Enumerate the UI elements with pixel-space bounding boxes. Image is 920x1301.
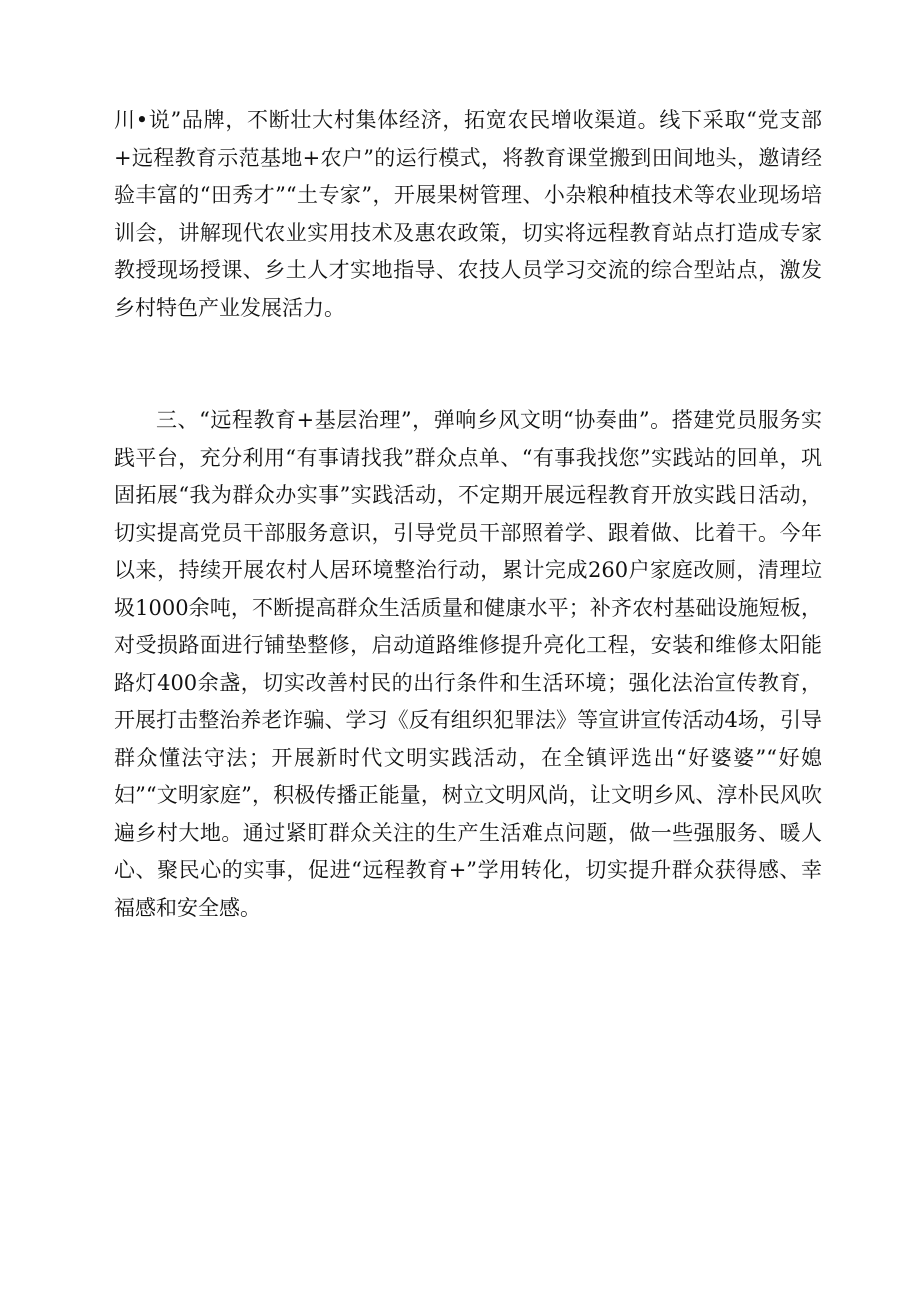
paragraph-section-three: 三、“远程教育+基层治理”，弹响乡风文明“协奏曲”。搭建党员服务实践平台，充分利用“有事请找我”群众点单、“有事我找您”实践站的回单，巩固拓展“我为群众办实事”实践活动，不定期开展远程教育开放实践日活动，切实提高党员干部服务意识，引导党员干部照着学、跟着做、比着干。今年以来，持续开展农村人居环境整治行动，累计完成260户家庭改厕，清理垃圾1000余吨，不断提高群众生活质量和健康水平；补齐农村基础设施短板，对受损路面进行铺垫整修，启动道路维修提升亮化工程，安装和维修太阳能路灯400余盏，切实改善村民的出行条件和生活环境；强化法治宣传教育，开展打击整治养老诈骗、学习《反有组织犯罪法》等宣讲宣传活动4场，引导群众懂法守法；开展新时代文明实践活动，在全镇评选出“好婆婆”“好媳妇”“文明家庭”，积极传播正能量，树立文明风尚，让文明乡风、淳朴民风吹遍乡村大地。通过紧盯群众关注的生产生活难点问题，做一些强服务、暖人心、聚民心的实事，促进“远程教育+”学用转化，切实提升群众获得感、幸福感和安全感。 — [114, 408, 822, 920]
paragraph-continued: 川•说”品牌，不断壮大村集体经济，拓宽农民增收渠道。线下采取“党支部+远程教育示范基地+农户”的运行模式，将教育课堂搬到田间地头，邀请经验丰富的“田秀才”“土专家”，开展果树管理、小杂粮种植技术等农业现场培训会，讲解现代农业实用技术及惠农政策，切实将远程教育站点打造成专家教授现场授课、乡土人才实地指导、农技人员学习交流的综合型站点，激发乡村特色产业发展活力。 — [114, 108, 822, 320]
